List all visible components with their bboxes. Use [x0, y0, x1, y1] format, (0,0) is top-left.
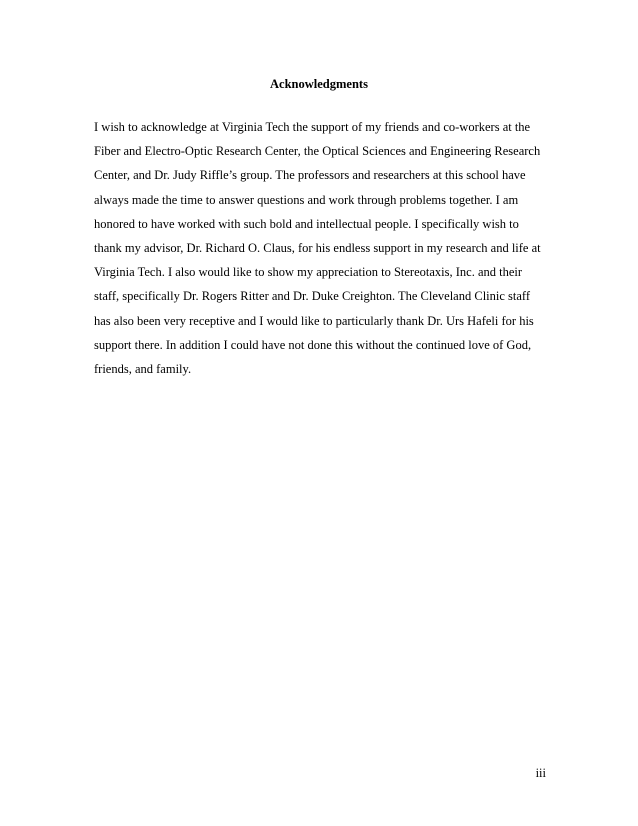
page-title: Acknowledgments	[270, 77, 368, 91]
paragraph-line: thank my advisor, Dr. Richard O. Claus, for his endless support in my research and life at	[94, 241, 541, 256]
paragraph-line: honored to have worked with such bold and intellectual people. I specifically wish to	[94, 216, 519, 231]
paragraph-line: staff, specifically Dr. Rogers Ritter and Dr. Duke Creighton. The Cleveland Clinic staff	[94, 289, 531, 304]
paragraph-line: I wish to acknowledge at Virginia Tech the support of my friends and co-workers at the	[94, 120, 531, 134]
paragraph-line: Virginia Tech. I also would like to show my appreciation to Stereotaxis, Inc. and their	[94, 265, 523, 280]
acknowledgment-paragraph	[94, 115, 546, 381]
paragraph-line: Fiber and Electro-Optic Research Center, the Optical Sciences and Engineering Research	[94, 144, 541, 159]
paragraph-line: friends, and family.	[94, 362, 192, 377]
paragraph-line: Center, and Dr. Judy Riffle’s group. The professors and researchers at this school have	[94, 168, 526, 183]
paragraph-line: always made the time to answer questions and work through problems together. I am	[94, 192, 519, 207]
paragraph-line: has also been very receptive and I would like to particularly thank Dr. Urs Hafeli for his	[94, 313, 534, 328]
page-number: iii	[535, 766, 546, 780]
paragraph-line: support there. In addition I could have not done this without the continued love of God,	[94, 337, 532, 352]
